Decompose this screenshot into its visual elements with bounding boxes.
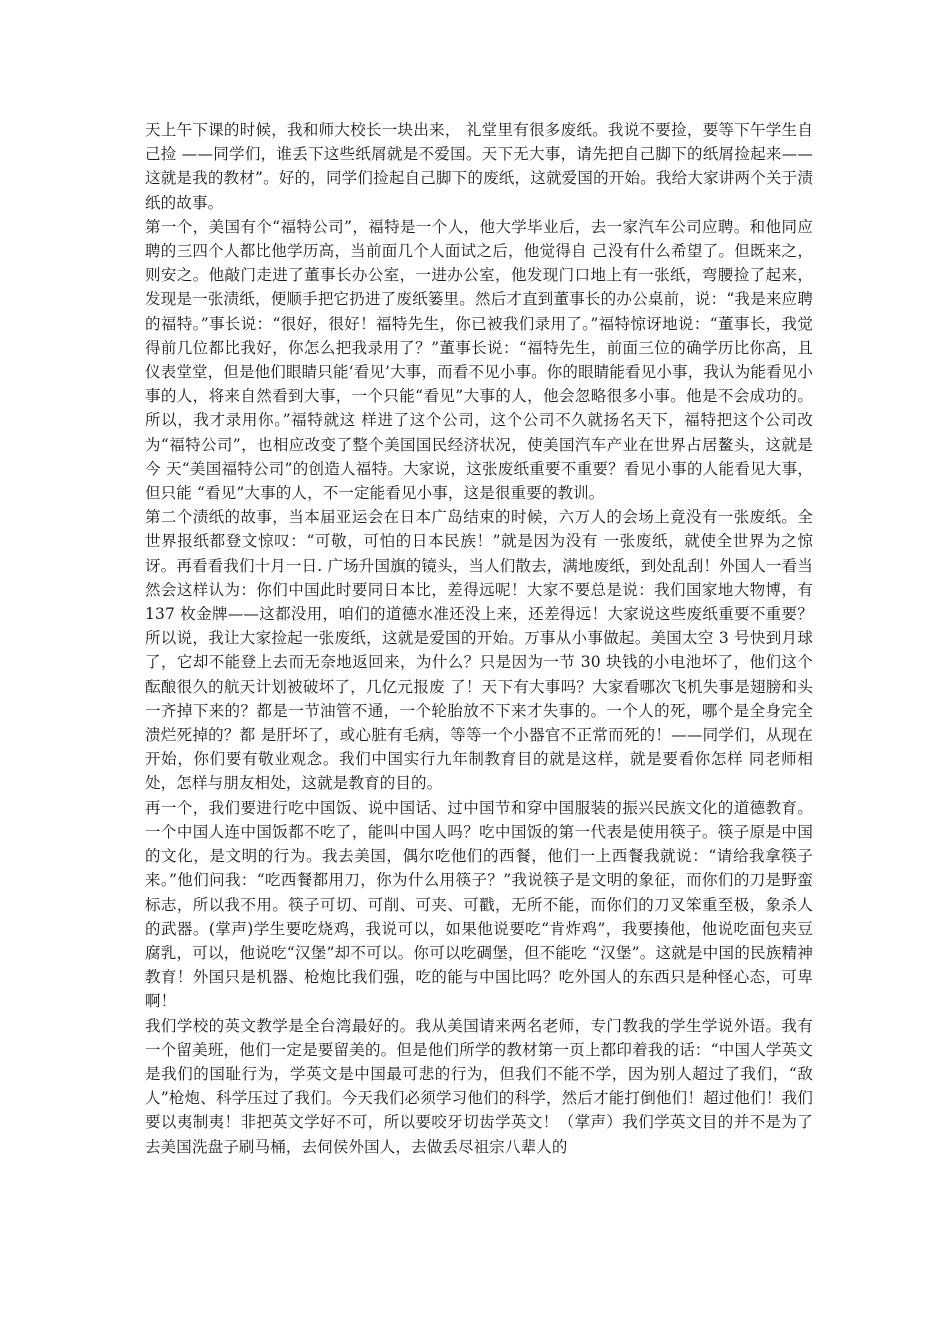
paragraph: 天上午下课的时候，我和师大校长一块出来， 礼堂里有很多废纸。我说不要捡，要等下午学生自己捡 ——同学们，谁丢下这些纸屑就是不爱国。天下无大事，请先把自己脚下的纸屑捡起来——这就是我的教材”。好的，同学们捡起自己脚下的废纸，这就爱国的开始。我给大家讲两个关于渍纸的故事。 [145,121,813,212]
paragraph: 再一个，我们要进行吃中国饭、说中国话、过中国节和穿中国服装的振兴民族文化的道德教育。一个中国人连中国饭都不吃了，能叫中国人吗？吃中国饭的第一代表是使用筷子。筷子原是中国的文化，是文明的行为。我去美国，偶尔吃他们的西餐，他们一上西餐我就说：“请给我拿筷子来。”他们问我：“吃西餐都用刀，你为什么用筷子？”我说筷子是文明的象征，而你们的刀是野蛮标志，所以我不用。筷子可切、可削、可夹、可戳，无所不能，而你们的刀叉笨重至极，象杀人的武器。(掌声)学生要吃烧鸡，我说可以，如果他说要吃“肯炸鸡”，我要揍他，他说吃面包夹豆腐乳，可以，他说吃“汉堡”却不可以。你可以吃碉堡，但不能吃 “汉堡”。这就是中国的民族精神教育！外国只是机器、枪炮比我们强，吃的能与中国比吗？吃外国人的东西只是种怪心态，可卑啊！ [145,798,813,1011]
paragraph: 第二个渍纸的故事，当本届亚运会在日本广岛结束的时候，六万人的会场上竟没有一张废纸。全世界报纸都登文惊叹：“可敬，可怕的日本民族！”就是因为没有 一张废纸，就使全世界为之惊讶。再看看我们十月一日. 广场升国旗的镜头，当人们散去，满地废纸，到处乱刮！外国人一看当然会这样认为：你们中国此时要同日本比，差得远呢！大家不要总是说：我们国家地大物博，有 137 枚金牌——这都没用，咱们的道德水准还没上来，还差得远！大家说这些废纸重要不重要？所以说，我让大家捡起一张废纸，这就是爱国的开始。万事从小事做起。美国太空 3 号快到月球了，它却不能登上去而无奈地返回来，为什么？只是因为一节 30 块钱的小电池坏了，他们这个酝酿很久的航天计划被破坏了，几亿元报废 了！天下有大事吗？大家看哪次飞机失事是翅膀和头一齐掉下来的？都是一节油管不通，一个轮胎放不下来才失事的。一个人的死，哪个是全身完全溃烂死掉的？都 是肝坏了，或心脏有毛病，等等一个小器官不正常而死的！——同学们，从现在开始，你们要有敬业观念。我们中国实行九年制教育目的就是这样，就是要看你怎样 同老师相处，怎样与朋友相处，这就是教育的目的。 [145,508,813,793]
document-body [145,118,813,1159]
paragraph: 第一个，美国有个“福特公司”，福特是一个人，他大学毕业后，去一家汽车公司应聘。和他同应聘的三四个人都比他学历高，当前面几个人面试之后，他觉得自 己没有什么希望了。但既来之，则安之。他敲门走进了董事长办公室，一进办公室，他发现门口地上有一张纸，弯腰捡了起来，发现是一张渍纸，便顺手把它扔进了废纸篓里。然后才直到董事长的办公桌前，说：“我是来应聘的福特。”事长说：“很好，很好！福特先生，你已被我们录用了。”福特惊讶地说：“董事长，我觉 得前几位都比我好，你怎么把我录用了？”董事长说：“福特先生，前面三位的确学历比你高，且仪表堂堂，但是他们眼睛只能‘看见’大事，而看不见小事。你的眼睛能看见小事，我认为能看见小事的人，将来自然看到大事，一个只能“看见”大事的人，他会忽略很多小事。他是不会成功的。所以，我才录用你。”福特就这 样进了这个公司，这个公司不久就扬名天下，福特把这个公司改为“福特公司”，也相应改变了整个美国国民经济状况，使美国汽车产业在世界占居鳌头，这就是今 天“美国福特公司”的创造人福特。大家说，这张废纸重要不重要？看见小事的人能看见大事，但只能 “看见”大事的人，不一定能看见小事，这是很重要的教训。 [145,217,813,503]
paragraph: 我们学校的英文教学是全台湾最好的。我从美国请来两名老师，专门教我的学生学说外语。我有一个留美班，他们一定是要留美的。但是他们所学的教材第一页上都印着我的话：“中国人学英文是我们的国耻行为，学英文是中国最可悲的行为，但我们不能不学，因为别人超过了我们，“敌人”枪炮、科学压过了我们。今天我们必须学习他们的科学，然后才能打倒他们！超过他们！我们要以夷制夷！非把英文学好不可，所以要咬牙切齿学英文！（掌声）我们学英文目的并不是为了去美国洗盘子刷马桶，去伺侯外国人，去做丢尽祖宗八辈人的 [145,1016,813,1156]
